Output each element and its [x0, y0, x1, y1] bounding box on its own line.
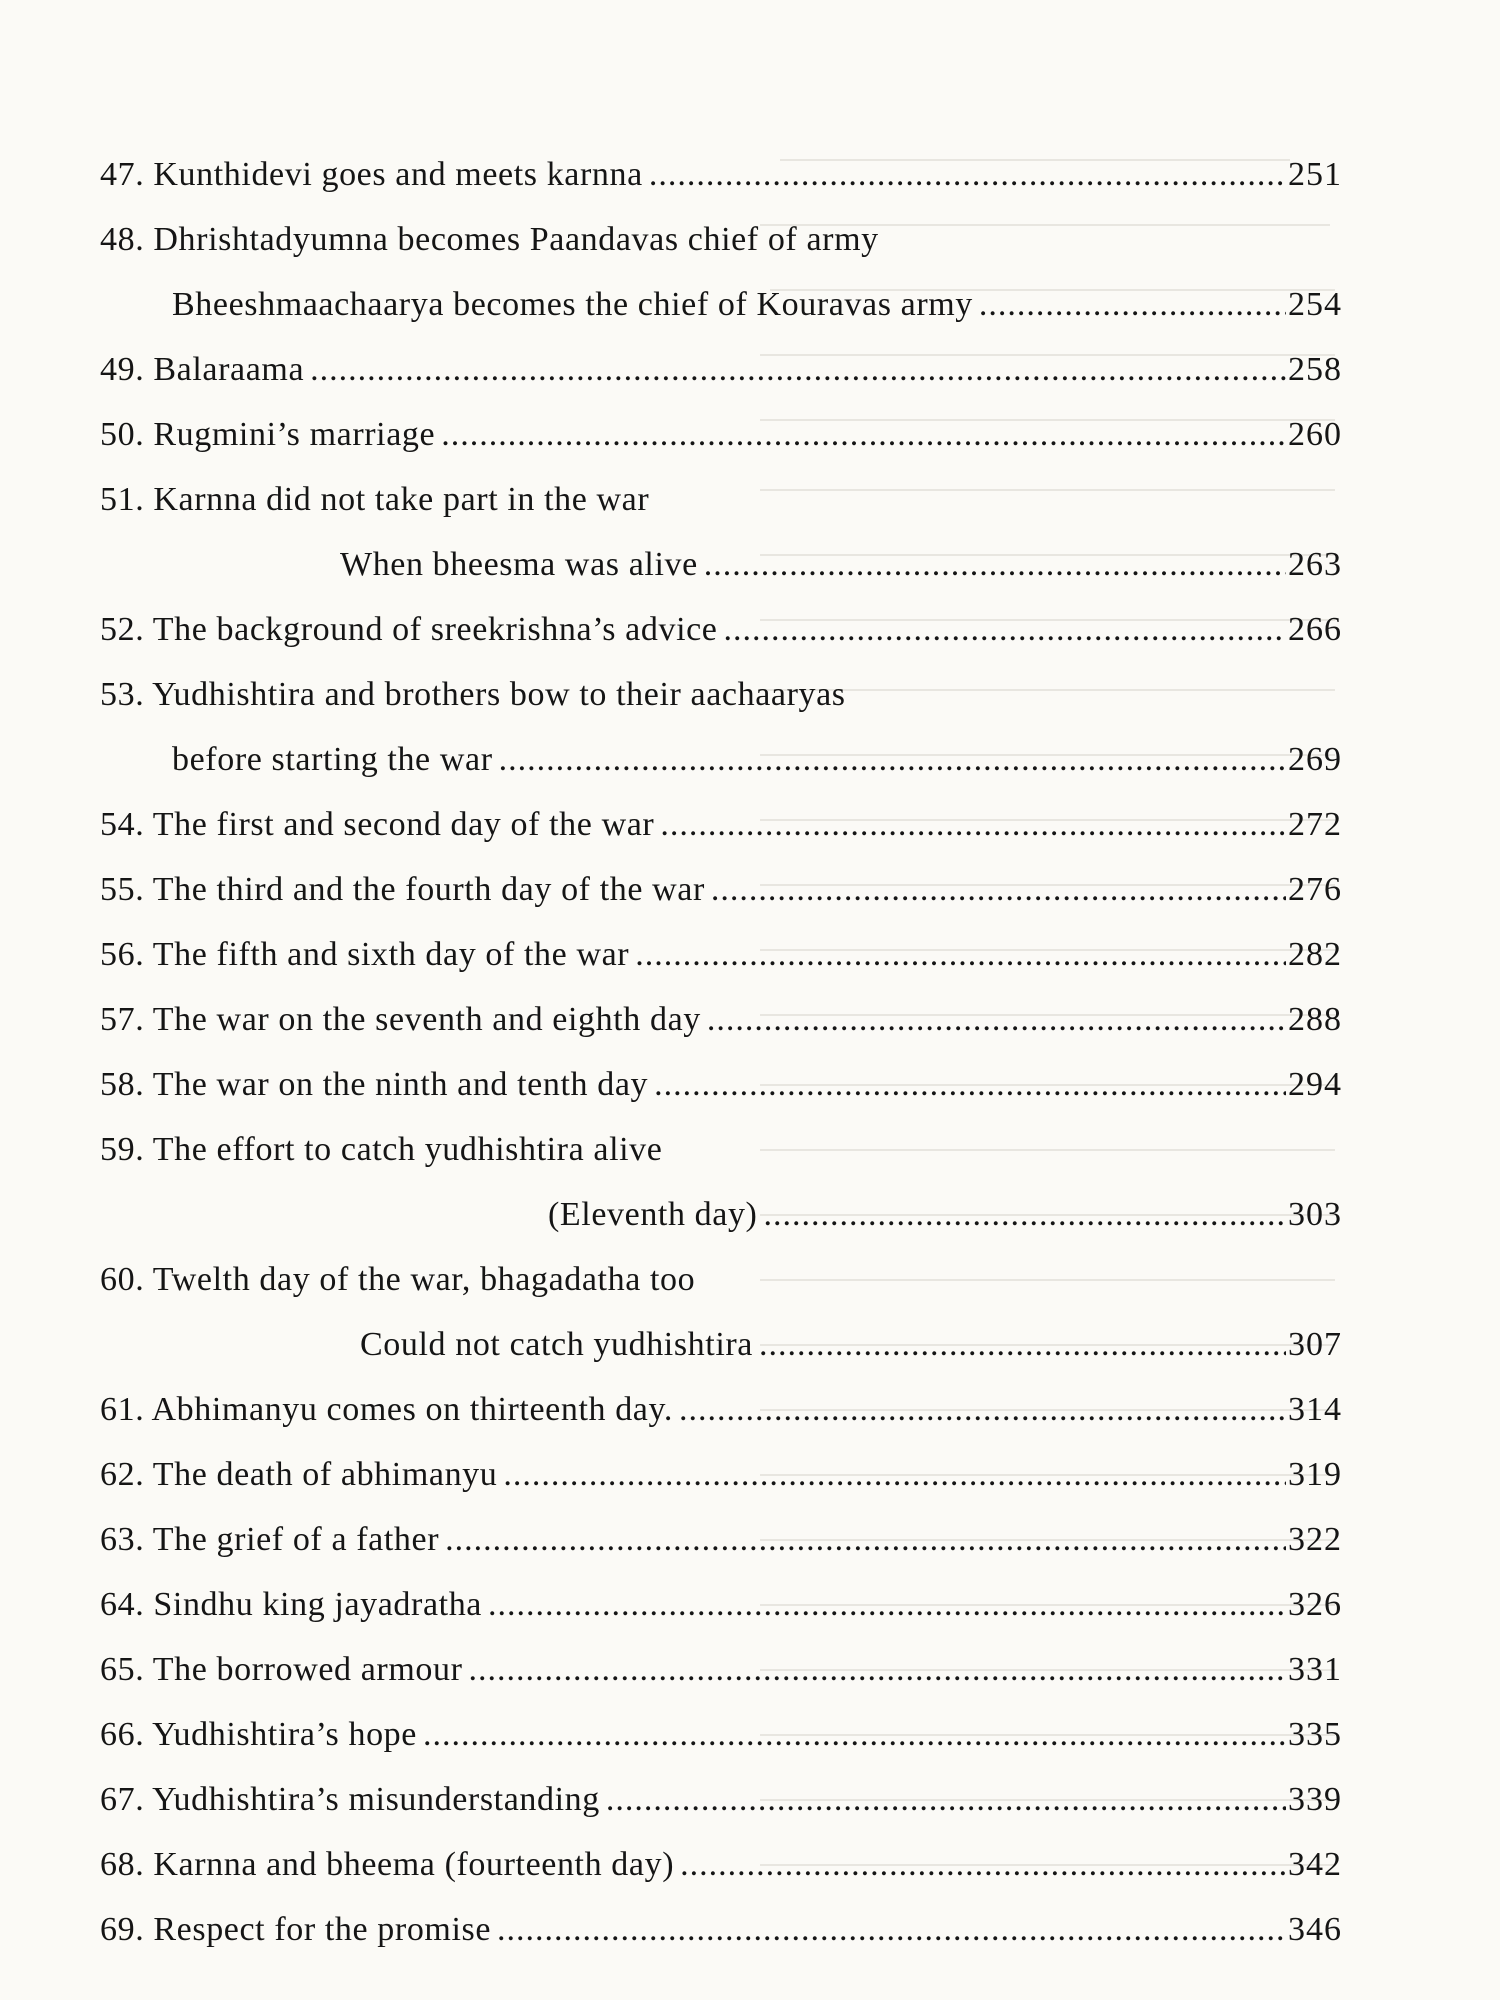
- toc-title: 56. The fifth and sixth day of the war: [100, 936, 630, 973]
- dot-leader: [649, 145, 1286, 205]
- toc-entry-53-cont: [172, 730, 1342, 790]
- toc-page-number: 331: [1288, 1651, 1342, 1688]
- toc-entry-48-cont: [172, 275, 1342, 335]
- toc-entry-53: [100, 665, 1342, 725]
- toc-page-number: 339: [1288, 1781, 1342, 1818]
- toc-page-number: 319: [1288, 1456, 1342, 1493]
- toc-title: 57. The war on the seventh and eighth day: [100, 1001, 701, 1038]
- toc-page-number: 251: [1288, 156, 1342, 193]
- dot-leader: [445, 1510, 1286, 1570]
- toc-title: 68. Karnna and bheema (fourteenth day): [100, 1846, 675, 1883]
- toc-page-number: 263: [1288, 546, 1342, 583]
- toc-entry-59: [100, 1120, 1342, 1180]
- toc-page-number: 254: [1288, 286, 1342, 323]
- toc-entry-52: [100, 600, 1342, 660]
- toc-entry-48: [100, 210, 1342, 270]
- toc-entry-64: [100, 1575, 1342, 1635]
- toc-title: 51. Karnna did not take part in the war: [100, 481, 650, 518]
- toc-page-number: 342: [1288, 1846, 1342, 1883]
- dot-leader: [763, 1185, 1286, 1245]
- toc-title: 67. Yudhishtira’s misunderstanding: [100, 1781, 600, 1818]
- toc-page-number: 272: [1288, 806, 1342, 843]
- toc-page-number: 266: [1288, 611, 1342, 648]
- toc-page-number: 269: [1288, 741, 1342, 778]
- toc-page-number: 303: [1288, 1196, 1342, 1233]
- dot-leader: [711, 860, 1286, 920]
- toc-title: Could not catch yudhishtira: [360, 1326, 753, 1363]
- dot-leader: [660, 795, 1286, 855]
- toc-page-number: 276: [1288, 871, 1342, 908]
- toc-entry-67: [100, 1770, 1342, 1830]
- dot-leader: [497, 1900, 1286, 1960]
- dot-leader: [441, 405, 1286, 465]
- toc-title: 58. The war on the ninth and tenth day: [100, 1066, 649, 1103]
- toc-title: 47. Kunthidevi goes and meets karnna: [100, 156, 643, 193]
- toc-entry-63: [100, 1510, 1342, 1570]
- toc-entry-69: [100, 1900, 1342, 1960]
- dot-leader: [503, 1445, 1286, 1505]
- toc-page-number: 294: [1288, 1066, 1342, 1103]
- toc-entry-51-cont: [340, 535, 1342, 595]
- dot-leader: [759, 1315, 1286, 1375]
- toc-entry-56: [100, 925, 1342, 985]
- toc-page-number: 260: [1288, 416, 1342, 453]
- toc-title: Bheeshmaachaarya becomes the chief of Kouravas army: [172, 286, 973, 323]
- toc-page-number: 258: [1288, 351, 1342, 388]
- toc-title: 48. Dhrishtadyumna becomes Paandavas chief of army: [100, 221, 879, 258]
- toc-entry-59-cont: [548, 1185, 1342, 1245]
- toc-title: 50. Rugmini’s marriage: [100, 416, 436, 453]
- toc-page-number: 314: [1288, 1391, 1342, 1428]
- toc-entry-57: [100, 990, 1342, 1050]
- toc-title: 62. The death of abhimanyu: [100, 1456, 498, 1493]
- toc-title: 64. Sindhu king jayadratha: [100, 1586, 482, 1623]
- toc-entry-62: [100, 1445, 1342, 1505]
- toc-page-number: 288: [1288, 1001, 1342, 1038]
- dot-leader: [488, 1575, 1286, 1635]
- toc-entry-60: [100, 1250, 1342, 1310]
- dot-leader: [704, 535, 1286, 595]
- toc-title: before starting the war: [172, 741, 493, 778]
- dot-leader: [635, 925, 1286, 985]
- toc-entry-66: [100, 1705, 1342, 1765]
- toc-entry-58: [100, 1055, 1342, 1115]
- dot-leader: [654, 1055, 1286, 1115]
- toc-entry-51: [100, 470, 1342, 530]
- toc-entry-55: [100, 860, 1342, 920]
- dot-leader: [707, 990, 1286, 1050]
- toc-page-number: 307: [1288, 1326, 1342, 1363]
- dot-leader: [979, 275, 1286, 335]
- toc-entry-68: [100, 1835, 1342, 1895]
- toc-title: When bheesma was alive: [340, 546, 698, 583]
- toc-title: 63. The grief of a father: [100, 1521, 440, 1558]
- dot-leader: [469, 1640, 1286, 1700]
- dot-leader: [423, 1705, 1286, 1765]
- toc-title: 61. Abhimanyu comes on thirteenth day.: [100, 1391, 673, 1428]
- toc-title: 49. Balaraama: [100, 351, 305, 388]
- dot-leader: [724, 600, 1287, 660]
- toc-title: 69. Respect for the promise: [100, 1911, 492, 1948]
- dot-leader: [310, 340, 1286, 400]
- toc-entry-60-cont: [360, 1315, 1342, 1375]
- toc-title: 66. Yudhishtira’s hope: [100, 1716, 417, 1753]
- toc-title: 53. Yudhishtira and brothers bow to their aachaaryas: [100, 676, 846, 713]
- toc-title: 65. The borrowed armour: [100, 1651, 463, 1688]
- toc-entry-65: [100, 1640, 1342, 1700]
- toc-entry-49: [100, 340, 1342, 400]
- toc-entry-61: [100, 1380, 1342, 1440]
- dot-leader: [606, 1770, 1286, 1830]
- dot-leader: [679, 1380, 1286, 1440]
- toc-title: 60. Twelth day of the war, bhagadatha too: [100, 1261, 696, 1298]
- toc-title: 55. The third and the fourth day of the war: [100, 871, 705, 908]
- toc-page-number: 335: [1288, 1716, 1342, 1753]
- dot-leader: [499, 730, 1286, 790]
- toc-title: 59. The effort to catch yudhishtira alive: [100, 1131, 663, 1168]
- toc-entry-50: [100, 405, 1342, 465]
- dot-leader: [680, 1835, 1286, 1895]
- toc-title: 52. The background of sreekrishna’s advice: [100, 611, 718, 648]
- toc-page-number: 322: [1288, 1521, 1342, 1558]
- toc-page-number: 326: [1288, 1586, 1342, 1623]
- toc-title: (Eleventh day): [548, 1196, 758, 1233]
- toc-page-number: 346: [1288, 1911, 1342, 1948]
- toc-entry-54: [100, 795, 1342, 855]
- toc-title: 54. The first and second day of the war: [100, 806, 655, 843]
- toc-entry-47: [100, 145, 1342, 205]
- toc-page-number: 282: [1288, 936, 1342, 973]
